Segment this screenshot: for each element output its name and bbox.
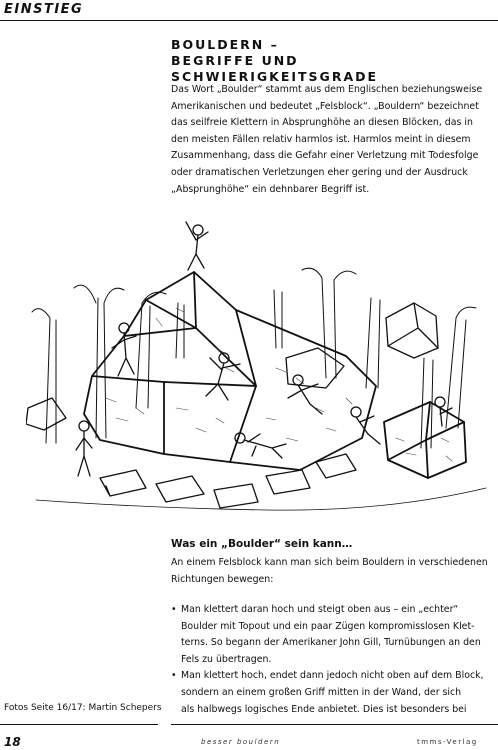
footer-publisher: tmms-Verlag: [417, 738, 478, 746]
intro-line: „Absprunghöhe“ ein dehnbarer Begriff ist.: [171, 183, 370, 195]
ground-line: [36, 488, 486, 510]
bullet-line: Man klettert hoch, endet dann jedoch nicht oben auf dem Block,: [181, 670, 484, 682]
page-title: [171, 37, 491, 85]
bullet-line: terns. So begann der Amerikaner John Gill, Turnübungen an den: [181, 637, 481, 649]
main-boulder: [84, 272, 376, 470]
title-line-2: BEGRIFFE UND SCHWIERIGKEITSGRADE: [171, 53, 379, 84]
footer-rule-left: [0, 724, 158, 725]
paragraph-line: Richtungen bewegen:: [171, 573, 274, 585]
intro-line: Zusammenhang, dass die Gefahr einer Verletzung mit Todesfolge: [171, 150, 479, 162]
distant-boulders: [26, 303, 438, 430]
climber-left-face: [112, 323, 136, 376]
bullet-line: als halbwegs logisches Ende anbietet. Dies ist besonders bei: [181, 703, 467, 715]
page-number: 18: [4, 735, 21, 749]
background-trees: [32, 268, 476, 448]
right-boulder: [384, 402, 466, 478]
bullet-line: sondern an einem großen Griff mitten in der Wand, der sich: [181, 686, 462, 698]
climber-center: [206, 353, 240, 400]
climber-crawling: [235, 433, 286, 458]
bullet-list: [171, 602, 484, 718]
subheading: Was ein „Boulder“ sein kann…: [171, 538, 353, 550]
header-rule: [0, 20, 498, 21]
title-line-1: BOULDERN –: [171, 37, 279, 52]
bullet-line: Man klettert daran hoch und steigt oben aus – ein „echter“: [181, 604, 459, 615]
photo-credit: Fotos Seite 16/17: Martin Schepers: [4, 703, 162, 713]
intro-line: oder dramatischen Verletzungen eher gering und der Ausdruck: [171, 166, 468, 178]
intro-line: das seilfreie Klettern in Absprunghöhe an diesen Blöcken, das in: [171, 117, 473, 129]
rock-texture: [106, 308, 452, 461]
footer-rule-right: [171, 724, 498, 725]
intro-paragraph: [171, 82, 483, 198]
climber-on-top: [186, 222, 208, 270]
spectator-left: [76, 421, 92, 476]
bullet-line: Boulder mit Topout und ein paar Zügen kompromisslosen Klet-: [181, 620, 475, 632]
section-label: EINSTIEG: [4, 2, 84, 17]
footer-book-title: besser bouldern: [201, 738, 281, 746]
paragraph-2: [171, 555, 488, 588]
boulder-illustration: [26, 208, 492, 523]
intro-line: Das Wort „Boulder“ stammt aus dem Englischen beziehungsweise: [171, 84, 483, 95]
bullet-dot: •: [171, 670, 177, 682]
intro-line: den meisten Fällen relativ harmlos ist. Harmlos meint in diesem: [171, 133, 471, 145]
bullet-dot: •: [171, 604, 177, 615]
bullet-item: [171, 668, 484, 718]
paragraph-line: An einem Felsblock kann man sich beim Bouldern in verschiedenen: [171, 557, 488, 568]
bullet-item: [171, 602, 484, 668]
intro-line: Amerikanischen und bedeutet „Felsblock“. „Bouldern“ bezeichnet: [171, 100, 479, 112]
bullet-line: Fels zu übertragen.: [181, 653, 272, 665]
